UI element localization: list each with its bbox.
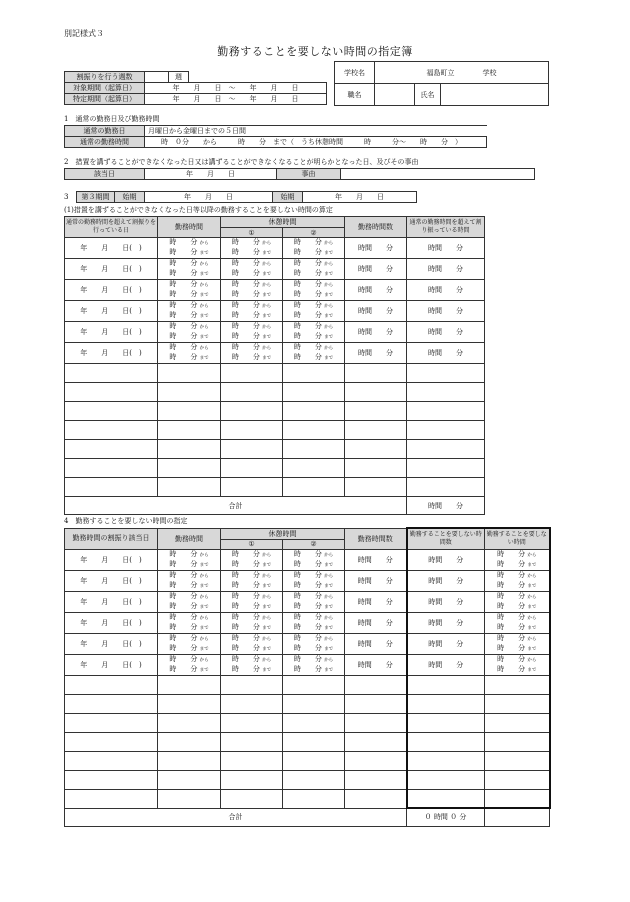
from-marker: から xyxy=(324,657,334,663)
time-from[interactable]: 時 分 xyxy=(293,343,322,351)
to-marker: まで xyxy=(262,356,272,361)
time-from[interactable]: 時 分 xyxy=(169,259,198,267)
time-from[interactable]: 時 分 xyxy=(231,280,260,288)
time-from[interactable]: 時 分 xyxy=(497,549,526,558)
s3-col-date: 通常の勤務時間を超えて割振りを行っている日 xyxy=(65,217,158,238)
to-marker: まで xyxy=(324,562,334,568)
row-date[interactable]: 年 月 日( ) xyxy=(65,591,158,612)
time-from[interactable]: 時 分 xyxy=(231,238,260,246)
to-marker: まで xyxy=(527,562,537,568)
row-hours[interactable]: 時間 分 xyxy=(345,570,407,591)
time-to[interactable]: 時 分 xyxy=(169,290,198,298)
to-marker: まで xyxy=(262,293,272,298)
time-from[interactable]: 時 分 xyxy=(169,301,198,309)
from-marker: から xyxy=(199,283,209,288)
table-row xyxy=(65,402,485,421)
to-marker: まで xyxy=(262,604,272,610)
row-notreq[interactable]: 時間 分 xyxy=(407,570,485,591)
to-marker: まで xyxy=(199,293,209,298)
time-to[interactable]: 時 分 xyxy=(169,643,198,652)
row-notreq[interactable]: 時間 分 xyxy=(407,633,485,654)
time-to[interactable]: 時 分 xyxy=(497,580,526,589)
table-row xyxy=(65,732,550,751)
total-value: 時間 分 xyxy=(407,497,485,515)
to-marker: まで xyxy=(324,314,334,319)
row-date[interactable]: 年 月 日( ) xyxy=(65,322,158,343)
table-row xyxy=(65,789,550,808)
time-to[interactable]: 時 分 xyxy=(293,353,322,361)
table-row xyxy=(65,280,485,301)
table-row xyxy=(65,364,485,383)
from-marker: から xyxy=(199,573,209,579)
period3-start-value[interactable]: 年 月 日 xyxy=(145,192,273,203)
regular-days-value[interactable]: 月曜日から金曜日までの５日間 xyxy=(145,126,487,137)
time-from[interactable]: 時 分 xyxy=(169,654,198,663)
from-marker: から xyxy=(262,636,272,642)
s4-col-break2: ② xyxy=(283,539,345,549)
time-from[interactable]: 時 分 xyxy=(231,570,260,579)
from-marker: から xyxy=(262,552,272,558)
table-row xyxy=(65,549,550,570)
table-row xyxy=(65,238,485,259)
row-date[interactable]: 年 月 日( ) xyxy=(65,633,158,654)
table-row xyxy=(65,591,550,612)
from-marker: から xyxy=(199,346,209,351)
row-hours[interactable]: 時間 分 xyxy=(345,654,407,675)
to-marker: まで xyxy=(527,667,537,673)
time-to[interactable]: 時 分 xyxy=(497,643,526,652)
time-to[interactable]: 時 分 xyxy=(231,248,260,256)
time-to[interactable]: 時 分 xyxy=(231,559,260,568)
from-marker: から xyxy=(324,346,334,351)
section3-table xyxy=(64,216,485,515)
row-date[interactable]: 年 月 日( ) xyxy=(65,280,158,301)
time-to[interactable]: 時 分 xyxy=(231,580,260,589)
from-marker: から xyxy=(262,283,272,288)
time-to[interactable]: 時 分 xyxy=(497,601,526,610)
time-from[interactable]: 時 分 xyxy=(169,612,198,621)
time-to[interactable]: 時 分 xyxy=(231,290,260,298)
total-row xyxy=(65,808,550,826)
from-marker: から xyxy=(199,636,209,642)
time-from[interactable]: 時 分 xyxy=(169,549,198,558)
table-row xyxy=(65,654,550,675)
to-marker: まで xyxy=(324,251,334,256)
from-marker: から xyxy=(324,594,334,600)
row-hours[interactable]: 時間 分 xyxy=(345,322,407,343)
to-marker: まで xyxy=(262,251,272,256)
row-date[interactable]: 年 月 日( ) xyxy=(65,570,158,591)
table-row xyxy=(65,440,485,459)
from-marker: から xyxy=(199,241,209,246)
to-marker: まで xyxy=(527,646,537,652)
row-hours[interactable]: 時間 分 xyxy=(345,238,407,259)
row-notreq[interactable]: 時間 分 xyxy=(407,612,485,633)
row-hours[interactable]: 時間 分 xyxy=(345,301,407,322)
row-date[interactable]: 年 月 日( ) xyxy=(65,238,158,259)
unable-date-table xyxy=(64,168,535,180)
to-marker: まで xyxy=(199,583,209,589)
to-marker: まで xyxy=(262,667,272,673)
time-from[interactable]: 時 分 xyxy=(293,238,322,246)
from-marker: から xyxy=(262,346,272,351)
table-row xyxy=(65,675,550,694)
time-to[interactable]: 時 分 xyxy=(293,601,322,610)
time-to[interactable]: 時 分 xyxy=(231,622,260,631)
total-row xyxy=(65,497,485,515)
time-to[interactable]: 時 分 xyxy=(169,664,198,673)
time-to[interactable]: 時 分 xyxy=(293,643,322,652)
from-marker: から xyxy=(199,262,209,267)
from-marker: から xyxy=(527,657,537,663)
time-from[interactable]: 時 分 xyxy=(169,633,198,642)
from-marker: から xyxy=(527,573,537,579)
total-label: 合計 xyxy=(65,497,407,515)
to-marker: まで xyxy=(199,251,209,256)
time-to[interactable]: 時 分 xyxy=(231,269,260,277)
from-marker: から xyxy=(527,615,537,621)
row-over[interactable]: 時間 分 xyxy=(407,343,485,364)
from-marker: から xyxy=(199,657,209,663)
from-marker: から xyxy=(324,615,334,621)
from-marker: から xyxy=(199,325,209,330)
time-from[interactable]: 時 分 xyxy=(497,591,526,600)
time-to[interactable]: 時 分 xyxy=(169,311,198,319)
table-row xyxy=(65,713,550,732)
reason-label: 事由 xyxy=(277,169,341,180)
time-from[interactable]: 時 分 xyxy=(231,591,260,600)
to-marker: まで xyxy=(324,604,334,610)
from-marker: から xyxy=(262,615,272,621)
s4-col-work: 勤務時間 xyxy=(158,528,221,549)
time-to[interactable]: 時 分 xyxy=(293,559,322,568)
time-to[interactable]: 時 分 xyxy=(169,332,198,340)
time-from[interactable]: 時 分 xyxy=(293,612,322,621)
table-row xyxy=(65,570,550,591)
time-from[interactable]: 時 分 xyxy=(231,259,260,267)
time-to[interactable]: 時 分 xyxy=(293,580,322,589)
period3-label: 第３期間 xyxy=(77,192,115,203)
table-row xyxy=(65,301,485,322)
time-to[interactable]: 時 分 xyxy=(293,622,322,631)
weeks-label: 割振りを行う週数 xyxy=(65,72,145,83)
time-from[interactable]: 時 分 xyxy=(169,570,198,579)
from-marker: から xyxy=(199,615,209,621)
row-hours[interactable]: 時間 分 xyxy=(345,633,407,654)
regular-hours-value[interactable]: 時 ０分 から 時 分 まで（ うち休憩時間 時 分～ 時 分 ） xyxy=(145,137,487,148)
from-marker: から xyxy=(262,657,272,663)
period3-table xyxy=(76,191,417,203)
row-hours[interactable]: 時間 分 xyxy=(345,591,407,612)
time-from[interactable]: 時 分 xyxy=(231,549,260,558)
section4-table xyxy=(64,527,551,827)
page-title: 勤務することを要しない時間の指定簿 xyxy=(217,45,413,58)
row-hours[interactable]: 時間 分 xyxy=(345,280,407,301)
regular-hours-label: 通常の勤務時間 xyxy=(65,137,145,148)
job-field[interactable] xyxy=(375,84,415,106)
s4-col-break: 休憩時間 xyxy=(221,528,345,539)
table-row xyxy=(65,751,550,770)
time-to[interactable]: 時 分 xyxy=(169,601,198,610)
time-to[interactable]: 時 分 xyxy=(497,664,526,673)
time-to[interactable]: 時 分 xyxy=(497,622,526,631)
from-marker: から xyxy=(262,325,272,330)
time-to[interactable]: 時 分 xyxy=(169,248,198,256)
time-to[interactable]: 時 分 xyxy=(231,601,260,610)
row-over[interactable]: 時間 分 xyxy=(407,280,485,301)
total-value: ０ 時間 ０ 分 xyxy=(407,808,485,826)
s3-col-break: 休憩時間 xyxy=(221,217,345,228)
time-from[interactable]: 時 分 xyxy=(231,322,260,330)
period-info-table xyxy=(64,71,327,105)
s4-col-break1: ① xyxy=(221,539,283,549)
row-date[interactable]: 年 月 日( ) xyxy=(65,612,158,633)
time-from[interactable]: 時 分 xyxy=(231,301,260,309)
table-row xyxy=(65,343,485,364)
from-marker: から xyxy=(262,304,272,309)
row-over[interactable]: 時間 分 xyxy=(407,259,485,280)
name-label: 氏名 xyxy=(415,84,441,106)
to-marker: まで xyxy=(199,667,209,673)
to-marker: まで xyxy=(324,625,334,631)
row-hours[interactable]: 時間 分 xyxy=(345,343,407,364)
total-label: 合計 xyxy=(65,808,407,826)
time-from[interactable]: 時 分 xyxy=(497,654,526,663)
table-row xyxy=(65,633,550,654)
time-from[interactable]: 時 分 xyxy=(293,280,322,288)
s4-col-notreq: 勤務することを要しない時間数 xyxy=(407,528,485,549)
s4-col-date: 勤務時間の割振り該当日 xyxy=(65,528,158,549)
time-to[interactable]: 時 分 xyxy=(169,269,198,277)
time-to[interactable]: 時 分 xyxy=(231,332,260,340)
time-from[interactable]: 時 分 xyxy=(293,322,322,330)
time-from[interactable]: 時 分 xyxy=(293,570,322,579)
s3-col-work: 勤務時間 xyxy=(158,217,221,238)
row-date[interactable]: 年 月 日( ) xyxy=(65,301,158,322)
time-from[interactable]: 時 分 xyxy=(497,612,526,621)
time-from[interactable]: 時 分 xyxy=(497,570,526,579)
from-marker: から xyxy=(199,304,209,309)
time-to[interactable]: 時 分 xyxy=(293,248,322,256)
to-marker: まで xyxy=(324,293,334,298)
to-marker: まで xyxy=(262,646,272,652)
section1-heading: 1 通常の勤務日及び勤務時間 xyxy=(64,115,160,123)
row-hours[interactable]: 時間 分 xyxy=(345,612,407,633)
row-date[interactable]: 年 月 日( ) xyxy=(65,549,158,570)
s4-col-notreq-time: 勤務することを要しない時間 xyxy=(485,528,550,549)
to-marker: まで xyxy=(324,583,334,589)
to-marker: まで xyxy=(199,272,209,277)
to-marker: まで xyxy=(324,356,334,361)
date-label: 該当日 xyxy=(65,169,145,180)
period3-start-label: 始期 xyxy=(115,192,145,203)
from-marker: から xyxy=(324,573,334,579)
time-from[interactable]: 時 分 xyxy=(293,633,322,642)
table-row xyxy=(65,770,550,789)
special-period-value[interactable]: 年 月 日 ～ 年 月 日 xyxy=(145,94,327,105)
time-from[interactable]: 時 分 xyxy=(169,322,198,330)
time-to[interactable]: 時 分 xyxy=(231,311,260,319)
time-from[interactable]: 時 分 xyxy=(293,259,322,267)
form-number: 別記様式３ xyxy=(64,29,104,38)
to-marker: まで xyxy=(199,314,209,319)
regular-hours-table xyxy=(64,125,487,148)
row-over[interactable]: 時間 分 xyxy=(407,322,485,343)
time-from[interactable]: 時 分 xyxy=(231,633,260,642)
school-label: 学校名 xyxy=(335,62,375,84)
period-value[interactable]: 年 月 日 ～ 年 月 日 xyxy=(145,83,327,94)
time-from[interactable]: 時 分 xyxy=(497,633,526,642)
from-marker: から xyxy=(262,573,272,579)
reason-field[interactable] xyxy=(341,169,535,180)
to-marker: まで xyxy=(262,272,272,277)
to-marker: まで xyxy=(199,356,209,361)
from-marker: から xyxy=(527,594,537,600)
period3-end-value[interactable]: 年 月 日 xyxy=(303,192,417,203)
from-marker: から xyxy=(324,262,334,267)
date-value[interactable]: 年 月 日 xyxy=(145,169,277,180)
to-marker: まで xyxy=(324,667,334,673)
time-to[interactable]: 時 分 xyxy=(231,664,260,673)
row-over[interactable]: 時間 分 xyxy=(407,238,485,259)
row-date[interactable]: 年 月 日( ) xyxy=(65,654,158,675)
time-to[interactable]: 時 分 xyxy=(231,643,260,652)
table-row xyxy=(65,421,485,440)
school-info-table xyxy=(334,61,549,106)
to-marker: まで xyxy=(262,562,272,568)
from-marker: から xyxy=(324,241,334,246)
time-to[interactable]: 時 分 xyxy=(231,353,260,361)
table-row xyxy=(65,478,485,497)
section3-subheading: (1)措置を講ずることができなくなった日等以降の勤務することを要しない時間の算定 xyxy=(64,206,333,214)
to-marker: まで xyxy=(199,646,209,652)
from-marker: から xyxy=(262,241,272,246)
time-to[interactable]: 時 分 xyxy=(293,311,322,319)
time-from[interactable]: 時 分 xyxy=(293,654,322,663)
to-marker: まで xyxy=(199,562,209,568)
row-hours[interactable]: 時間 分 xyxy=(345,549,407,570)
row-notreq[interactable]: 時間 分 xyxy=(407,549,485,570)
table-row xyxy=(65,259,485,280)
table-row xyxy=(65,383,485,402)
to-marker: まで xyxy=(527,625,537,631)
s3-col-hours: 勤務時間数 xyxy=(345,217,407,238)
to-marker: まで xyxy=(527,604,537,610)
time-to[interactable]: 時 分 xyxy=(497,559,526,568)
row-hours[interactable]: 時間 分 xyxy=(345,259,407,280)
row-notreq[interactable]: 時間 分 xyxy=(407,591,485,612)
time-to[interactable]: 時 分 xyxy=(169,353,198,361)
weeks-unit: 週 xyxy=(169,72,189,83)
from-marker: から xyxy=(527,636,537,642)
period3-end-label: 始期 xyxy=(273,192,303,203)
time-from[interactable]: 時 分 xyxy=(169,238,198,246)
time-from[interactable]: 時 分 xyxy=(293,591,322,600)
time-to[interactable]: 時 分 xyxy=(169,622,198,631)
time-to[interactable]: 時 分 xyxy=(293,290,322,298)
row-over[interactable]: 時間 分 xyxy=(407,301,485,322)
to-marker: まで xyxy=(262,625,272,631)
time-from[interactable]: 時 分 xyxy=(293,301,322,309)
time-from[interactable]: 時 分 xyxy=(169,343,198,351)
row-date[interactable]: 年 月 日( ) xyxy=(65,259,158,280)
to-marker: まで xyxy=(324,646,334,652)
period-label: 対象期間（起算日） xyxy=(65,83,145,94)
s4-col-hours: 勤務時間数 xyxy=(345,528,407,549)
from-marker: から xyxy=(262,594,272,600)
row-date[interactable]: 年 月 日( ) xyxy=(65,343,158,364)
table-row xyxy=(65,322,485,343)
time-from[interactable]: 時 分 xyxy=(231,654,260,663)
time-to[interactable]: 時 分 xyxy=(169,559,198,568)
from-marker: から xyxy=(324,325,334,330)
from-marker: から xyxy=(199,552,209,558)
from-marker: から xyxy=(324,552,334,558)
time-from[interactable]: 時 分 xyxy=(169,591,198,600)
from-marker: から xyxy=(527,552,537,558)
time-from[interactable]: 時 分 xyxy=(231,612,260,621)
to-marker: まで xyxy=(262,583,272,589)
from-marker: から xyxy=(324,636,334,642)
regular-days-label: 通常の勤務日 xyxy=(65,126,145,137)
special-period-label: 特定期間（起算日） xyxy=(65,94,145,105)
time-to[interactable]: 時 分 xyxy=(293,664,322,673)
school-value[interactable]: 福島町立 学校 xyxy=(375,62,549,84)
time-from[interactable]: 時 分 xyxy=(231,343,260,351)
to-marker: まで xyxy=(262,314,272,319)
from-marker: から xyxy=(324,304,334,309)
section4-heading: 4 勤務することを要しない時間の指定 xyxy=(64,517,188,525)
time-to[interactable]: 時 分 xyxy=(169,580,198,589)
row-notreq[interactable]: 時間 分 xyxy=(407,654,485,675)
name-field[interactable] xyxy=(441,84,549,106)
s3-col-break1: ① xyxy=(221,228,283,238)
time-to[interactable]: 時 分 xyxy=(293,332,322,340)
time-from[interactable]: 時 分 xyxy=(169,280,198,288)
s3-col-break2: ② xyxy=(283,228,345,238)
table-row xyxy=(65,459,485,478)
table-row xyxy=(65,612,550,633)
to-marker: まで xyxy=(199,604,209,610)
from-marker: から xyxy=(324,283,334,288)
to-marker: まで xyxy=(199,335,209,340)
time-to[interactable]: 時 分 xyxy=(293,269,322,277)
s3-col-over: 通常の勤務時間を超えて割り振っている時間 xyxy=(407,217,485,238)
to-marker: まで xyxy=(324,272,334,277)
section3-number: 3 xyxy=(64,193,69,201)
job-label: 職名 xyxy=(335,84,375,106)
from-marker: から xyxy=(199,594,209,600)
to-marker: まで xyxy=(324,335,334,340)
table-row xyxy=(65,694,550,713)
to-marker: まで xyxy=(527,583,537,589)
to-marker: まで xyxy=(262,335,272,340)
from-marker: から xyxy=(262,262,272,267)
time-from[interactable]: 時 分 xyxy=(293,549,322,558)
section2-heading: 2 措置を講ずることができなくなった日又は講ずることができなくなることが明らかとなった日、及びその事由 xyxy=(64,158,419,166)
to-marker: まで xyxy=(199,625,209,631)
